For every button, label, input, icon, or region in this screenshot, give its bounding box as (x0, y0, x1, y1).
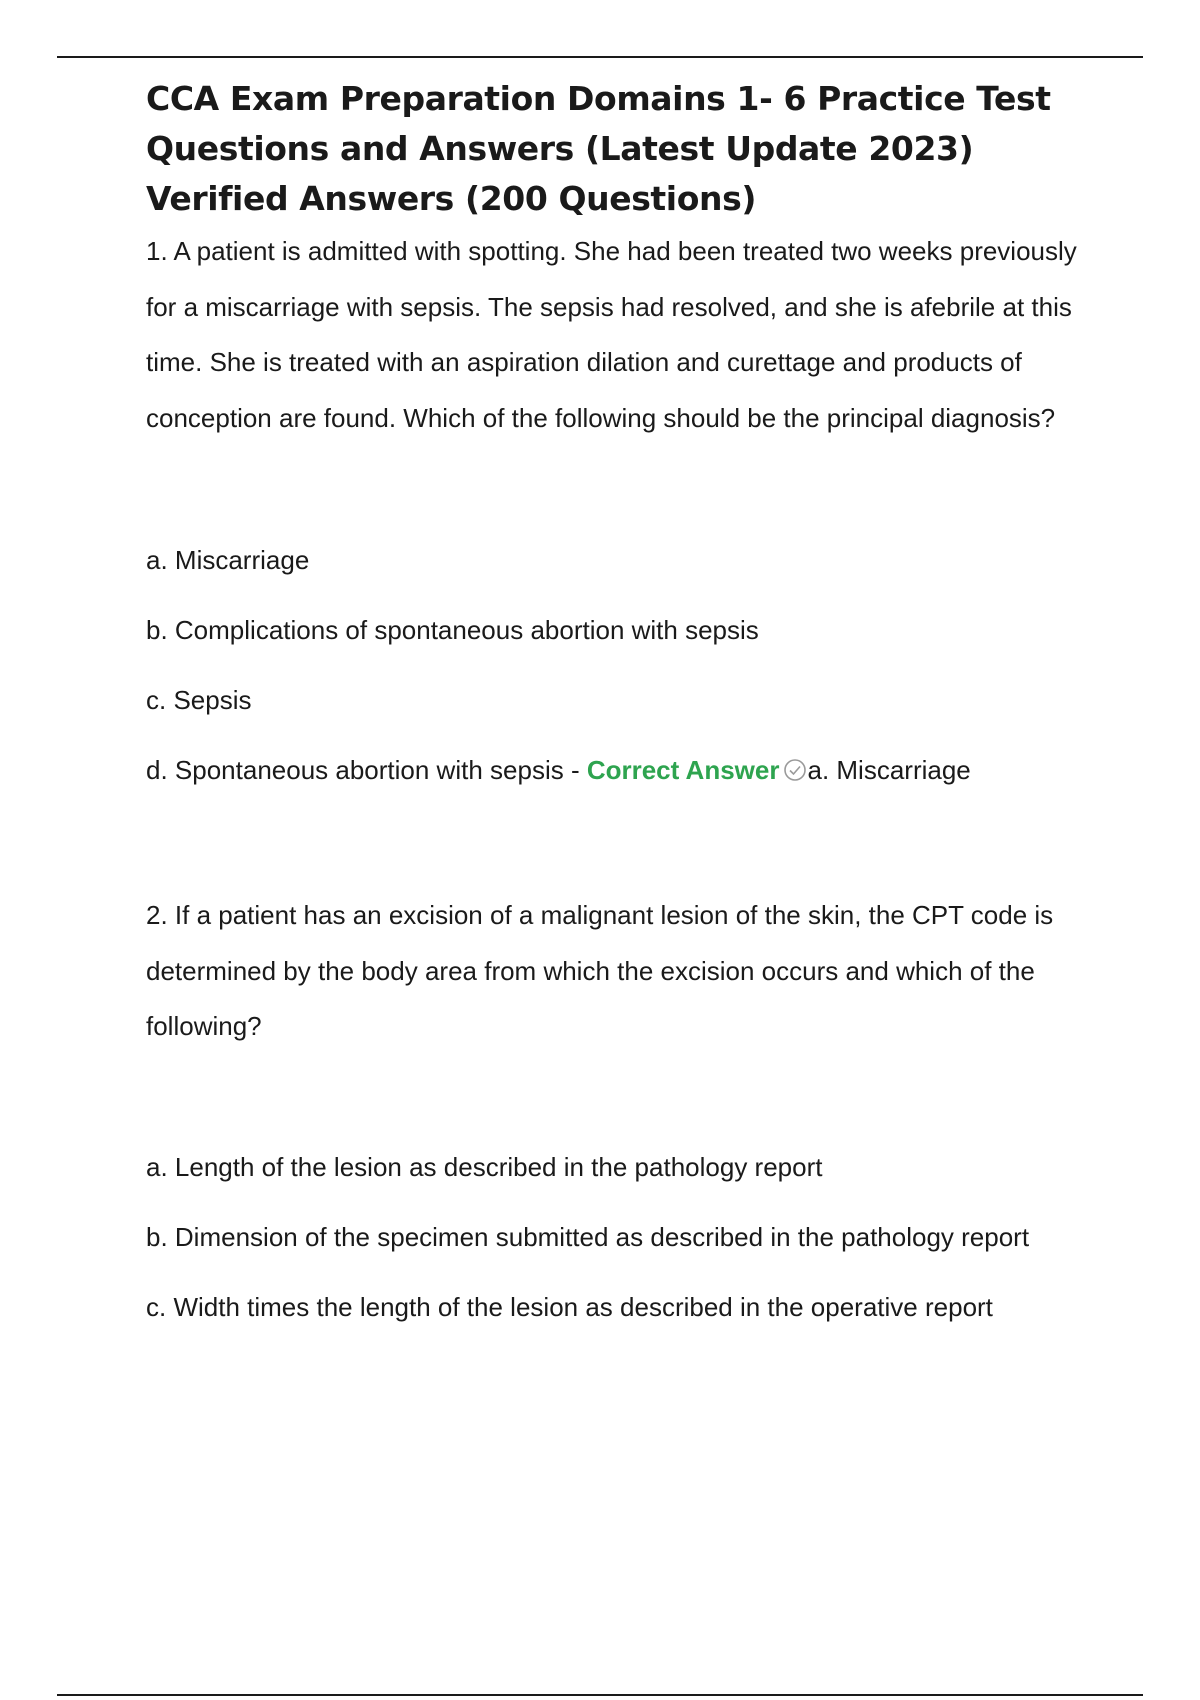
check-circle-icon (783, 758, 807, 782)
question-1-option-a: a. Miscarriage (146, 545, 310, 575)
question-2-option-b: b. Dimension of the specimen submitted as described in the pathology report (146, 1221, 1030, 1252)
correct-answer-label: Correct Answer (586, 755, 780, 785)
question-2-text: 2. If a patient has an excision of a malignant lesion of the skin, the CPT code is determined by the body area from which the excision occurs and which of the following? (146, 900, 1054, 1041)
question-block-1 (146, 224, 1086, 798)
correct-answer-text: a. Miscarriage (807, 755, 971, 785)
document-title: CCA Exam Preparation Domains 1- 6 Practice Test Questions and Answers (Latest Update 2023) Verified Answers (200 Questions) (146, 79, 1051, 218)
question-1-option-d: d. Spontaneous abortion with sepsis - (146, 755, 587, 785)
question-1-option-c: c. Sepsis (146, 685, 252, 715)
question-block-2 (146, 888, 1086, 1335)
document-body (146, 74, 1086, 1335)
question-1-option-b: b. Complications of spontaneous abortion with sepsis (146, 615, 759, 645)
question-2-option-c: c. Width times the length of the lesion as described in the operative report (146, 1291, 993, 1322)
question-1-text: 1. A patient is admitted with spotting. She had been treated two weeks previously for a miscarriage with sepsis. The sepsis had resolved, and she is afebrile at this time. She is treated with an aspiration dilation and curettage and products of conception are found. Which of the following should be the principal diagnosis? (146, 236, 1077, 433)
bottom-rule (57, 1694, 1143, 1696)
top-rule (57, 56, 1143, 58)
question-2-option-a: a. Length of the lesion as described in the pathology report (146, 1151, 823, 1182)
question-1-option-d-line (146, 743, 1086, 798)
